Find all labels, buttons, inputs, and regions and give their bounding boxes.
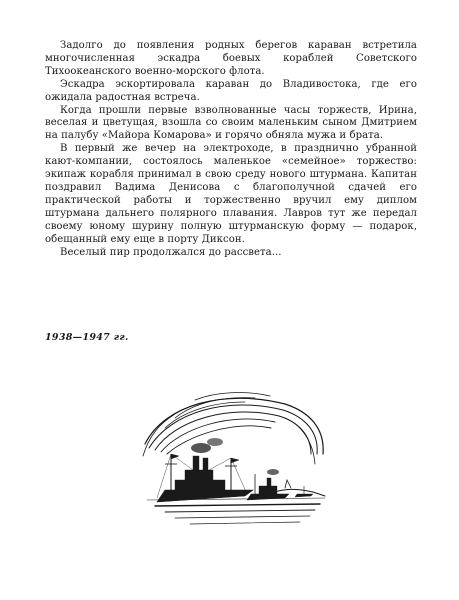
paragraph: В первый же вечер на электроходе, в празднично убранной кают-компании, состоялось маленькое «семейное» торжество: экипаж корабля принимал в свою среду нового штурмана. Капитан поздравил Вадима Денисова с благополучной сдачей его практической работы и торжественно вручил ему диплом штурмана дальнего полярного плавания. Лавров тут же передал своему юному шурину полную штурманскую форму — подарок, обещанный ему еще в порту Диксон. xyxy=(45,143,417,245)
body-text xyxy=(45,40,417,259)
dateline: 1938—1947 гг. xyxy=(45,332,129,343)
paragraph: Веселый пир продолжался до рассвета... xyxy=(60,246,282,258)
paragraph: Когда прошли первые взволнованные часы торжеств, Ирина, веселая и цветущая, взошла со своим маленьким сыном Дмитрием на палубу «Майора Комарова» и горячо обняла мужа и брата. xyxy=(45,104,417,142)
paragraph: Эскадра эскортировала караван до Владивостока, где его ожидала радостная встреча. xyxy=(45,78,417,103)
paragraph: Задолго до появления родных берегов караван встретила многочисленная эскадра боевых кораблей Советского Тихоокеанского военно-морского флота. xyxy=(45,40,417,77)
ships-vignette-icon xyxy=(135,384,335,534)
